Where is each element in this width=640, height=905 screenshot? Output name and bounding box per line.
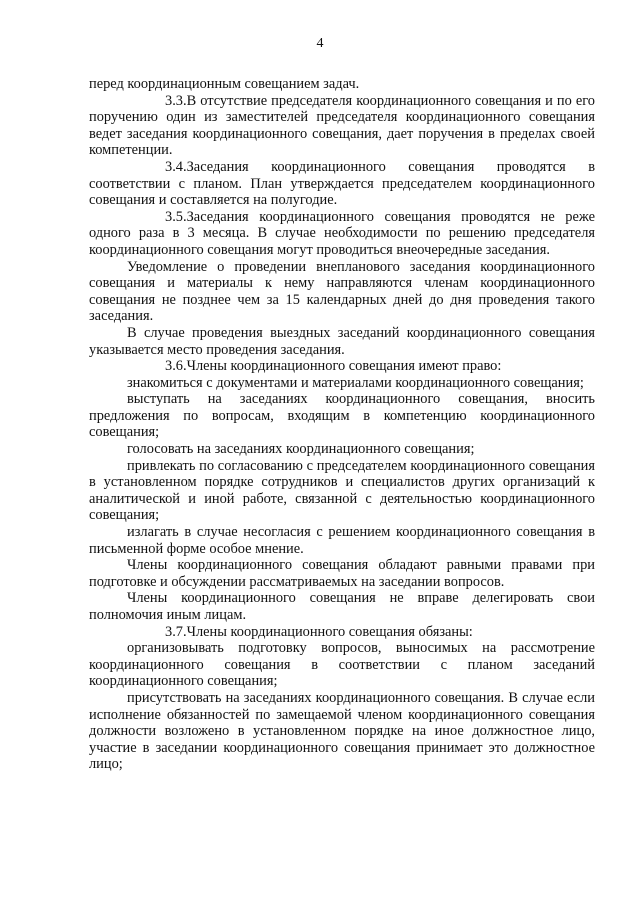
paragraph-text: перед координационным совещанием задач. (89, 76, 360, 92)
paragraph-text: Члены координационного совещания не вправе делегировать свои полномочия иным лицам. (89, 590, 595, 623)
paragraph-duty-1 (89, 640, 595, 690)
paragraph-offsite (89, 325, 595, 358)
document-body (89, 76, 595, 773)
paragraph-text: Заседания координационного совещания проводятся не реже одного раза в 3 месяца. В случае необходимости по решению председателя координационного совещания могут проводиться внеочередные заседания. (89, 208, 595, 258)
paragraph-right-4 (89, 458, 595, 524)
paragraph-text: организовывать подготовку вопросов, выносимых на рассмотрение координационного совещания в соответствии с планом заседаний координационного совещания; (89, 640, 595, 690)
paragraph-text: знакомиться с документами и материалами координационного совещания; (127, 374, 584, 391)
clause-number: 3.5. (165, 208, 187, 225)
paragraph-right-3 (89, 441, 595, 458)
paragraph-right-2 (89, 391, 595, 441)
paragraph-3-5 (89, 209, 595, 259)
paragraph-text: В отсутствие председателя координационного совещания и по его поручению один из заместителей председателя координационного совещания ведет заседания координационного совещания, дает поручения в пределах своей компетенции. (89, 92, 595, 159)
paragraph-text: Члены координационного совещания обязаны: (186, 623, 473, 640)
page-number: 4 (316, 36, 324, 51)
paragraph-duty-2 (89, 690, 595, 773)
paragraph-text: присутствовать на заседаниях координационного совещания. В случае если исполнение обязанностей по замещаемой членом координационного совещания должности возложено в установленном порядке на иное должностное лицо, участие в заседании координационного совещания принимает это должностное лицо; (89, 689, 595, 773)
paragraph-text: Уведомление о проведении внепланового заседания координационного совещания и материалы к нему направляются членам координационного совещания не позднее чем за 15 календарных дней до дня проведения такого заседания. (89, 258, 595, 325)
clause-number: 3.3. (165, 92, 187, 109)
paragraph-3-6 (89, 358, 595, 375)
paragraph-3-7 (89, 624, 595, 641)
paragraph-text: излагать в случае несогласия с решением координационного совещания в письменной форме особое мнение. (89, 524, 595, 557)
paragraph-text: Заседания координационного совещания проводятся в соответствии с планом. План утверждается председателем координационного совещания и составляется на полугодие. (89, 158, 595, 209)
paragraph-notification (89, 259, 595, 325)
paragraph-text: привлекать по согласованию с председателем координационного совещания в установленном порядке сотрудников и специалистов других организаций к аналитической и иной работе, связанной с деятельностью координационного совещания; (89, 457, 595, 524)
paragraph-right-5 (89, 524, 595, 557)
paragraph-1 (89, 76, 595, 93)
paragraph-text: Члены координационного совещания обладают равными правами при подготовке и обсуждении рассматриваемых на заседании вопросов. (89, 557, 595, 590)
paragraph-3-4 (89, 159, 595, 209)
paragraph-equal-rights (89, 557, 595, 590)
paragraph-right-1 (89, 375, 595, 392)
paragraph-no-delegation (89, 590, 595, 623)
clause-number: 3.6. (165, 358, 187, 375)
paragraph-text: выступать на заседаниях координационного совещания, вносить предложения по вопросам, входящим в компетенцию координационного совещания; (89, 391, 595, 441)
clause-number: 3.4. (165, 158, 187, 175)
paragraph-text: Члены координационного совещания имеют право: (186, 358, 502, 375)
paragraph-text: голосовать на заседаниях координационного совещания; (127, 441, 475, 458)
paragraph-3-3 (89, 93, 595, 159)
clause-number: 3.7. (165, 623, 187, 640)
paragraph-text: В случае проведения выездных заседаний координационного совещания указывается место проведения заседания. (89, 324, 595, 358)
